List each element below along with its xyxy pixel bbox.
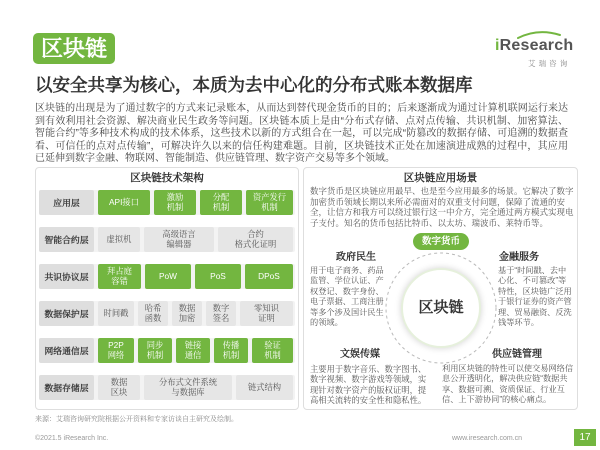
- layer-component: P2P 网络: [98, 338, 134, 363]
- layer-label: 数据保护层: [39, 301, 94, 326]
- layer-component: 哈希 函数: [138, 301, 168, 326]
- source-note: 来源：艾瑞咨询研究院根据公开资料和专家访谈自主研究及绘制。: [35, 416, 238, 423]
- logo-wordmark: iResearch: [495, 37, 574, 54]
- layer-component: 零知识 证明: [240, 301, 293, 326]
- layer-label: 数据存储层: [39, 375, 94, 400]
- layer-row-consensus: [39, 264, 295, 289]
- layer-row-data-protection: [39, 301, 295, 326]
- layer-component: 同步 机制: [138, 338, 172, 363]
- layer-component: 时间戳: [98, 301, 134, 326]
- layer-row-smart-contract: [39, 227, 295, 252]
- featured-scenario-badge: 数字货币: [413, 233, 469, 250]
- layer-component: API接口: [98, 190, 150, 215]
- scenario-label-government: 政府民生: [336, 252, 376, 263]
- intro-paragraph: 区块链的出现是为了通过数字的方式来记录账本，从而达到替代现金货币的目的；后来逐渐成为通过计算机联网运行来达到有效利用社会资源、解决商业民生政务等问题。区块链本质上是由“分布式存储、点对点传输、共识机制、加密算法、智能合约”等多种技术构成的技术体系，这些技术以新的方式组合在一起，可以完成“防篡改的数据存储、可追溯的数据查看、可信任的点对点传输”，可解决许久以来的信任构建难题。目前，区块链技术正处在加速演进成熟的过程中，其应用已延伸到数字金融、物联网、智能制造、供应链管理、数字资产交易等多个领域。: [35, 103, 568, 164]
- layer-component: PoW: [145, 264, 191, 289]
- layer-component: 分布式文件系统 与数据库: [144, 375, 232, 400]
- layer-component: 数据 区块: [98, 375, 140, 400]
- layer-component: 数据 加密: [172, 301, 202, 326]
- layer-row-application: [39, 190, 295, 215]
- copyright: ©2021.5 iResearch Inc.: [35, 435, 109, 442]
- digital-currency-description: 数字货币是区块链应用最早、也是至今应用最多的场景。它解决了数字加密货币领域长期以来所必需面对的双重支付问题，保障了流通的安全，让信方和我方可以绕过银行这一中介方，完全通过两方模式实现电子支付。知名的货币包括比特币、以太坊、瑞波币、莱特币等。: [310, 186, 574, 228]
- layer-component: 验证 机制: [252, 338, 293, 363]
- layer-component: 资产发行 机制: [246, 190, 293, 215]
- center-node: 区块链: [401, 268, 481, 348]
- logo-chinese-name: 艾 瑞 咨 询: [528, 59, 568, 68]
- layer-component: 激励 机制: [154, 190, 196, 215]
- layer-component: 链式结构: [236, 375, 293, 400]
- scenario-label-media: 文娱传媒: [340, 349, 380, 360]
- layer-component: DPoS: [245, 264, 293, 289]
- page-headline: 以安全共享为核心，本质为去中心化的分布式账本数据库: [35, 75, 473, 95]
- scenario-text-government: 用于电子商务、药品监管、学位认证、产权登记、数字身份、电子票据、工商注册等多个涉及国计民生的领域。: [310, 266, 384, 328]
- layer-component: 分配 机制: [200, 190, 242, 215]
- scenario-text-finance: 基于“时间戳、去中心化、不可篡改”等特性，区块链广泛用于银行证券的资产管理、贸易融资、反洗钱等环节。: [498, 266, 572, 328]
- scenario-text-media: 主要用于数字音乐、数字图书、数字视频、数字游戏等领域，实现针对数字资产的版权证明，提高相关流转的安全性和隐私性。: [310, 364, 427, 406]
- layer-row-network: [39, 338, 295, 363]
- layer-component: 传播 机制: [214, 338, 248, 363]
- layer-row-storage: [39, 375, 295, 400]
- layer-label: 智能合约层: [39, 227, 94, 252]
- scenarios-title: 区块链应用场景: [403, 172, 478, 184]
- layer-label: 应用层: [39, 190, 94, 215]
- scenario-label-finance: 金融服务: [499, 252, 539, 263]
- scenarios-panel: [303, 167, 578, 410]
- layer-component: 链接 通信: [176, 338, 210, 363]
- scenario-label-supply-chain: 供应链管理: [492, 349, 542, 360]
- website-url: www.iresearch.com.cn: [452, 435, 523, 442]
- architecture-title: 区块链技术架构: [130, 172, 204, 184]
- layer-component: 合约 格式化证明: [218, 227, 293, 252]
- architecture-panel: [35, 167, 299, 410]
- layer-component: 拜占庭 容错: [98, 264, 141, 289]
- layer-component: 高级语言 编辑器: [144, 227, 214, 252]
- layer-component: 虚拟机: [98, 227, 140, 252]
- scenario-text-supply-chain: 利用区块链的特性可以使交易网络信息公开透明化，解决供应链“数据共享、数据可溯、资质保证、行业互信、上下游协同”的核心痛点。: [442, 364, 574, 405]
- layer-component: PoS: [195, 264, 241, 289]
- page-number: 17: [574, 429, 596, 446]
- layer-component: 数字 签名: [206, 301, 236, 326]
- section-title: 区块链: [33, 33, 115, 64]
- layer-label: 网络通信层: [39, 338, 94, 363]
- layer-label: 共识协议层: [39, 264, 94, 289]
- iresearch-logo: [492, 30, 582, 70]
